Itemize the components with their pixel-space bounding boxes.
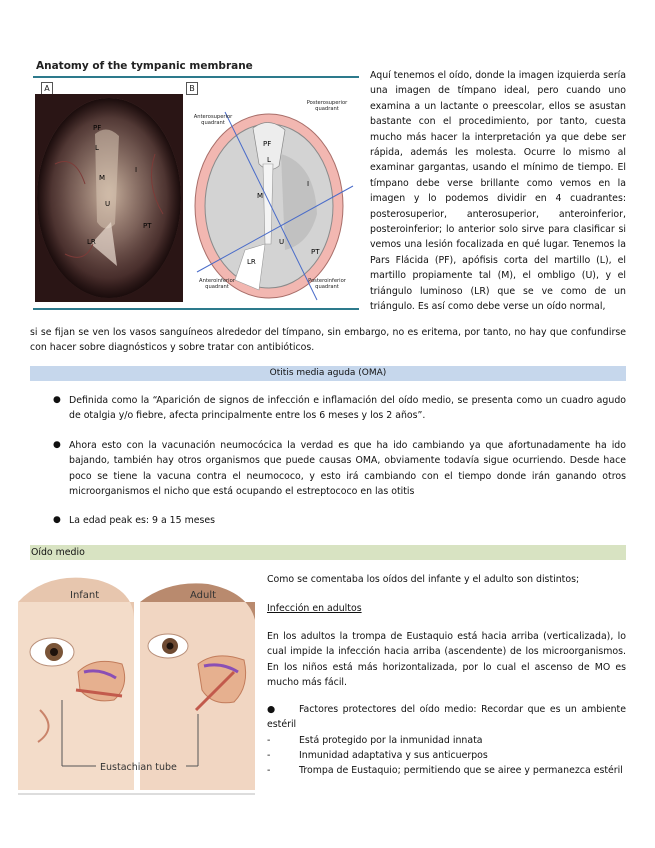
- label-adult: Adult: [190, 590, 217, 601]
- bullet-dot: ●: [53, 440, 61, 450]
- diagram-label-i: I: [307, 180, 310, 188]
- photo-label-m: M: [99, 174, 106, 182]
- bullet-text: Ahora esto con la vacunación neumocócica la verdad es que ha ido cambiando ya que afortunadamente ha ido bajando, también hay otros organismos que puede causas OMA, obviamente todavía sigue ocurriendo. Desde hace poco se tiene la vacuna contra el neumococo, y esto irá cambiando con el tiempo donde irán ganando otros microorganismos el nicho que está ocupando el estreptococo en las otitis: [69, 440, 626, 498]
- photo-label-l: L: [95, 144, 99, 152]
- intro-paragraph: Aquí tenemos el oído, donde la imagen izquierda sería una imagen de tímpano ideal, pero cuando uno examina a un lactante o preescolar, ellos se asustan bastante con el procedimiento, por tanto, cuesta mucho más hacer la interpretación ya que debe ser rápida, además les molesta. Ocurre lo mismo al examinar gargantas, usando el mínimo de tiempo. El tímpano debe verse brillante como vemos en la imagen y lo podemos dividir en 4 cuadrantes: posterosuperior, anterosuperior, anteroinferior, posteroinferior; lo anterior solo sirve para clasificar si vemos una lesión focalizada en qué lugar. Tenemos la Pars Flácida (PF), apófisis corta del martillo (L), el martillo propiamente tal (M), el ombligo (U), y el triángulo luminoso (LR) que se ve como de un triángulo. Es así como debe verse un oído normal,: [370, 70, 626, 313]
- factors-intro: Factores protectores del oído medio: Recordar que es un ambiente estéril: [267, 704, 626, 731]
- section2-intro: Como se comentaba los oídos del infante y el adulto son distintos;: [267, 574, 580, 585]
- diagram-label-l: L: [267, 156, 271, 164]
- photo-label-pt: PT: [143, 222, 152, 230]
- panel-a-label: A: [41, 82, 53, 95]
- figure-bottom-rule: [33, 308, 359, 310]
- diagram-label-pt: PT: [311, 248, 320, 256]
- diagram-label-m: M: [257, 192, 264, 200]
- factor-text: Está protegido por la inmunidad innata: [299, 735, 483, 746]
- photo-label-u: U: [105, 200, 111, 208]
- bullet-text: Definida como la “Aparición de signos de infección e inflamación del oído medio, se presenta como un cuadro agudo de otalgia y/o fiebre, afecta principalmente entre los 6 meses y los 2 años”.: [69, 395, 626, 422]
- section2-paragraph: En los adultos la trompa de Eustaquio está hacia arriba (verticalizada), lo cual impide la infección hacia arriba (ascendente) de los microorganismos. En los niños está más horizontalizada, por lo cual el ascenso de MO es mucho más fácil.: [267, 631, 626, 689]
- quadrant-anteroinferior: Anteroinferior quadrant: [199, 278, 235, 290]
- photo-label-pf: PF: [93, 124, 102, 132]
- bullet-dot: ●: [53, 395, 61, 405]
- oido-medio-text-column: [267, 572, 626, 796]
- intro-paragraph-continuation: si se fijan se ven los vasos sanguíneos alrededor del tímpano, sin embargo, no es eritema, por tanto, no hay que confundirse con hacer sobre diagnósticos y sobre tratar con antibióticos.: [30, 327, 626, 354]
- factor-text: Trompa de Eustaquio; permitiendo que se airee y permanezca estéril: [299, 765, 623, 776]
- subheading-infeccion-adultos: Infección en adultos: [267, 603, 362, 614]
- label-eustachian-tube: Eustachian tube: [100, 762, 177, 773]
- infant-adult-illustration: [18, 560, 255, 795]
- diagram-label-lr: LR: [247, 258, 256, 266]
- section-title-oma: Otitis media aguda (OMA): [269, 368, 387, 378]
- eustachian-tube-figure: [18, 560, 255, 795]
- section-title-oido-medio: Oído medio: [31, 547, 85, 558]
- tympanic-membrane-figure: [33, 52, 359, 310]
- bullet-dot: ●: [267, 704, 276, 715]
- section-heading-oma: [30, 366, 626, 381]
- photo-label-lr: LR: [87, 238, 96, 246]
- quadrant-anterosuperior: Anterosuperior quadrant: [193, 114, 233, 126]
- bullet-text: La edad peak es: 9 a 15 meses: [69, 515, 216, 526]
- dash: -: [267, 735, 271, 746]
- section-heading-oido-medio: [30, 545, 626, 560]
- bullet-dot: ●: [53, 515, 61, 525]
- figure-rule: [33, 76, 359, 78]
- label-infant: Infant: [70, 590, 100, 601]
- panel-b-label: B: [186, 82, 198, 95]
- factor-text: Inmunidad adaptativa y sus anticuerpos: [299, 750, 488, 761]
- oma-bullet-list: [53, 393, 626, 533]
- photo-label-i: I: [135, 166, 138, 174]
- quadrant-posteroinferior: Posteroinferior quadrant: [308, 278, 346, 290]
- dash: -: [267, 765, 271, 776]
- dash: -: [267, 750, 271, 761]
- diagram-label-pf: PF: [263, 140, 272, 148]
- quadrant-posterosuperior: Posterosuperior quadrant: [306, 100, 348, 112]
- otoscope-photo: [35, 94, 183, 302]
- diagram-label-u: U: [279, 238, 285, 246]
- figure-title: Anatomy of the tympanic membrane: [36, 60, 253, 72]
